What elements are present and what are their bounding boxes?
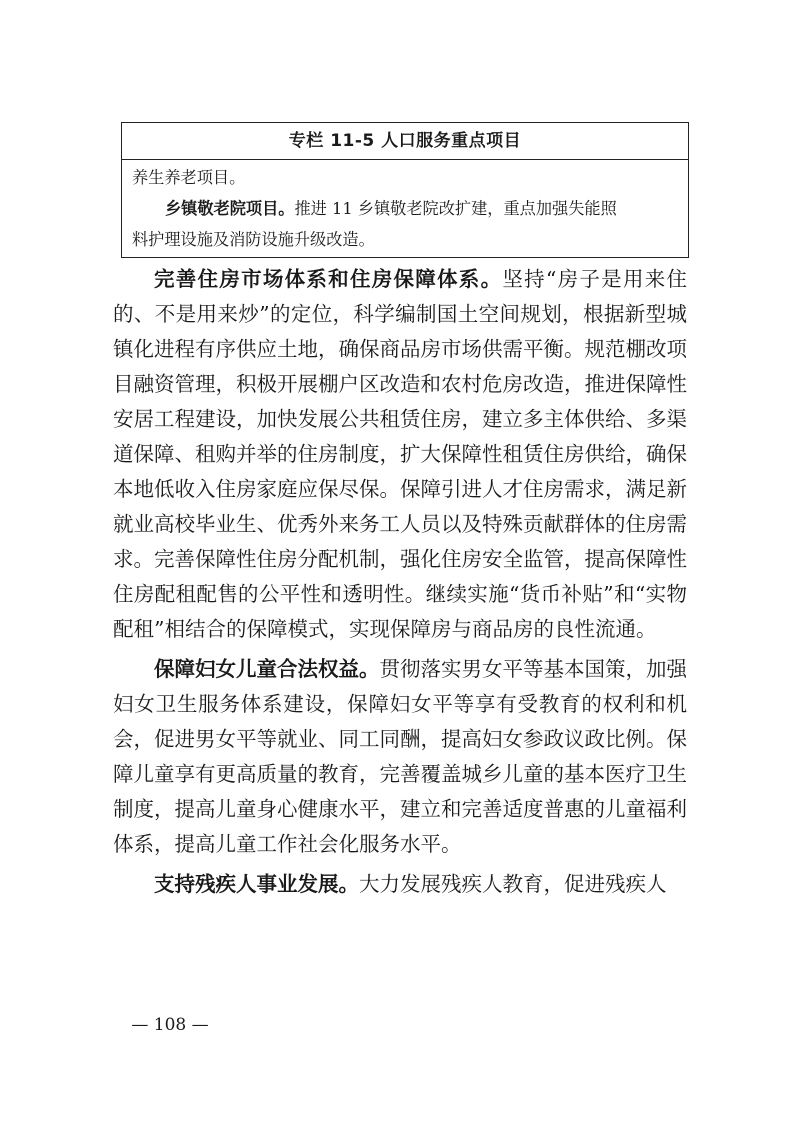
paragraph-housing xyxy=(113,262,687,647)
box-item-title: 乡镇敬老院项目。 xyxy=(165,199,295,218)
project-box xyxy=(121,122,689,258)
paragraph-lead: 支持残疾人事业发展。 xyxy=(154,872,359,896)
paragraph-disabled xyxy=(113,867,687,902)
page-number: — 108 — xyxy=(131,1015,209,1035)
paragraph-text: 贯彻落实男女平等基本国策，加强妇女卫生服务体系建设，保障妇女平等享有受教育的权利和机会，促进男女平等就业、同工同酬，提高妇女参政议政比例。保障儿童享有更高质量的教育，完善覆盖城乡儿童的基本医疗卫生制度，提高儿童身心健康水平，建立和完善适度普惠的儿童福利体系，提高儿童工作社会化服务水平。 xyxy=(113,657,687,856)
paragraph-women-children xyxy=(113,652,687,862)
box-line-1: 养生养老项目。 xyxy=(132,168,246,187)
paragraph-text: 坚持“房子是用来住的、不是用来炒”的定位，科学编制国土空间规划，根据新型城镇化进程有序供应土地，确保商品房市场供需平衡。规范棚改项目融资管理，积极开展棚户区改造和农村危房改造，推进保障性安居工程建设，加快发展公共租赁住房，建立多主体供给、多渠道保障、租购并举的住房制度，扩大保障性租赁住房供给，确保本地低收入住房家庭应保尽保。保障引进人才住房需求，满足新就业高校毕业生、优秀外来务工人员以及特殊贡献群体的住房需求。完善保障性住房分配机制，强化住房安全监管，提高保障性住房配租配售的公平性和透明性。继续实施“货币补贴”和“实物配租”相结合的保障模式，实现保障房与商品房的良性流通。 xyxy=(113,267,687,641)
paragraph-text: 大力发展残疾人教育，促进残疾人 xyxy=(359,872,667,896)
paragraph-lead: 保障妇女儿童合法权益。 xyxy=(154,657,380,681)
box-line-2 xyxy=(132,193,678,224)
box-title: 专栏 11-5 人口服务重点项目 xyxy=(122,123,688,160)
box-line-3: 料护理设施及消防设施升级改造。 xyxy=(132,230,375,249)
box-body xyxy=(122,160,688,255)
box-item-text: 推进 11 乡镇敬老院改扩建，重点加强失能照 xyxy=(294,199,617,218)
body-text xyxy=(113,262,687,907)
paragraph-lead: 完善住房市场体系和住房保障体系。 xyxy=(154,267,503,291)
